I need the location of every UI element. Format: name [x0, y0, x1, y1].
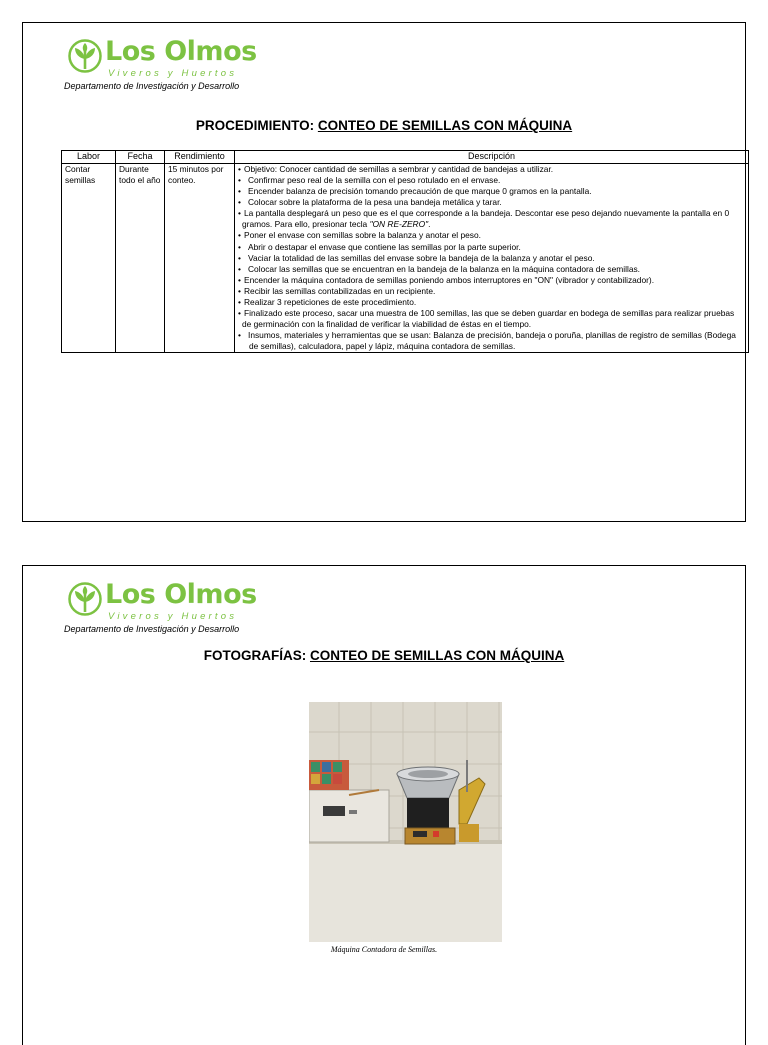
seed-counter-machine-image: [309, 702, 502, 942]
document-page-1: [22, 22, 746, 522]
bullet: •: [238, 274, 241, 285]
item-text: Abrir o destapar el envase que contiene las semillas por la parte superior.: [248, 241, 521, 252]
header-descripcion: Descripción: [235, 151, 749, 164]
bullet: •: [238, 230, 241, 241]
seed-counter-photo: [309, 702, 502, 942]
bullet: •: [238, 252, 241, 263]
list-item: [238, 308, 745, 330]
list-item: [238, 197, 745, 208]
item-emphasis: "ON RE-ZERO": [369, 219, 429, 230]
bullet: •: [238, 297, 241, 307]
photo-caption: Máquina Contadora de Semillas.: [330, 945, 438, 954]
header-labor: Labor: [62, 151, 116, 164]
cell-rendimiento: 15 minutos por conteo.: [165, 163, 235, 353]
document-page-2: [22, 565, 746, 1045]
item-text: Objetivo: Conocer cantidad de semillas a sembrar y cantidad de bandejas a utilizar.: [244, 163, 554, 174]
tree-logo-icon: [67, 582, 103, 618]
bullet: •: [238, 197, 241, 208]
item-text: Poner el envase con semillas sobre la balanza y anotar el peso.: [244, 230, 481, 241]
item-text: Recibir las semillas contabilizadas en un recipiente.: [244, 285, 436, 296]
bullet: •: [238, 208, 241, 219]
page-title: [23, 118, 745, 133]
item-text: Insumos, materiales y herramientas que se usan: Balanza de precisión, bandeja o poruña, planillas de registro de semillas (Bodega de semillas), calculadora, papel y lápiz, máquina contadora de semillas.: [248, 330, 736, 352]
list-item: [238, 253, 745, 264]
procedure-table: [61, 150, 749, 353]
list-item: [238, 175, 745, 186]
list-item: [238, 208, 745, 230]
list-item: [238, 242, 745, 253]
page-title: [23, 648, 745, 663]
title-prefix: FOTOGRAFÍAS:: [203, 648, 310, 663]
cell-fecha: Durante todo el año: [116, 163, 165, 353]
list-item: [238, 275, 745, 286]
item-text: Realizar 3 repeticiones de este procedimiento.: [244, 297, 417, 307]
cell-labor: Contar semillas: [62, 163, 116, 353]
cell-descripcion: [235, 163, 749, 353]
title-prefix: PROCEDIMIENTO:: [195, 118, 318, 133]
list-item: [238, 330, 745, 352]
list-item: [238, 186, 745, 197]
bullet: •: [238, 163, 241, 174]
tree-logo-icon: [67, 39, 103, 75]
brand-tagline: Viveros y Huertos: [108, 68, 238, 79]
item-text: Confirmar peso real de la semilla con el peso rotulado en el envase.: [248, 174, 501, 185]
bullet: •: [238, 285, 241, 296]
item-text: Encender balanza de precisión tomando precaución de que marque 0 gramos en la pantalla.: [248, 186, 592, 197]
list-item: [238, 286, 745, 297]
table-row: [62, 163, 749, 353]
bullet: •: [238, 308, 241, 319]
item-text: Colocar sobre la plataforma de la pesa una bandeja metálica y tarar.: [248, 197, 502, 208]
department-name: Departamento de Investigación y Desarrollo: [64, 81, 240, 91]
bullet: •: [238, 263, 241, 274]
brand-name: Los Olmos: [105, 579, 257, 610]
header-fecha: Fecha: [116, 151, 165, 164]
bullet: •: [238, 186, 241, 197]
brand-name: Los Olmos: [105, 36, 257, 67]
brand-tagline: Viveros y Huertos: [108, 611, 238, 622]
bullet: •: [238, 241, 241, 252]
title-main: CONTEO DE SEMILLAS CON MÁQUINA: [309, 648, 565, 663]
item-text: La pantalla desplegará un peso que es el que corresponde a la bandeja. Descontar ese peso dejando nuevamente la pantalla en 0 gramos. Para ello, presionar tecla: [242, 208, 730, 230]
item-tail: .: [428, 219, 431, 230]
list-item: [238, 230, 745, 241]
title-main: CONTEO DE SEMILLAS CON MÁQUINA: [317, 118, 573, 133]
item-text: Finalizado este proceso, sacar una muestra de 100 semillas, las que se deben guardar en bodega de semillas para realizar pruebas de germinación con la finalidad de verificar la viabilidad de éstas en el tiempo.: [242, 308, 735, 330]
header-rendimiento: Rendimiento: [165, 151, 235, 164]
item-text: Vaciar la totalidad de las semillas del envase sobre la bandeja de la balanza y anotar el peso.: [248, 252, 595, 263]
item-text: Encender la máquina contadora de semillas poniendo ambos interruptores en "ON" (vibrador y contabilizador).: [244, 274, 655, 285]
bullet: •: [238, 330, 241, 341]
list-item: [238, 264, 745, 275]
item-text: Colocar las semillas que se encuentran en la bandeja de la balanza en la máquina contadora de semillas.: [248, 263, 641, 274]
list-item: [238, 297, 745, 308]
table-header-row: [62, 151, 749, 164]
department-name: Departamento de Investigación y Desarrollo: [64, 624, 240, 634]
bullet: •: [238, 174, 241, 185]
list-item: [238, 164, 745, 175]
